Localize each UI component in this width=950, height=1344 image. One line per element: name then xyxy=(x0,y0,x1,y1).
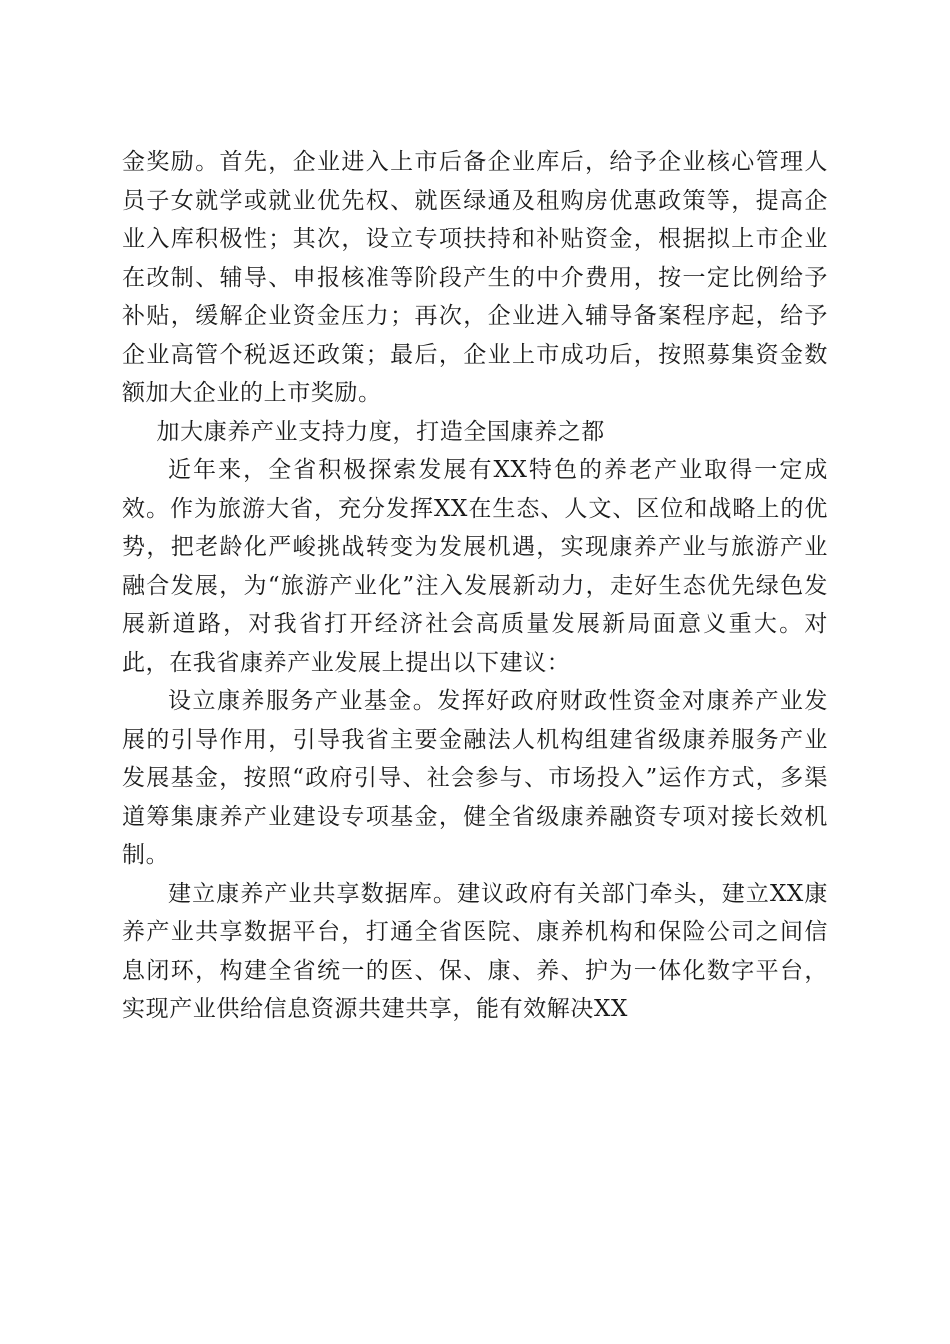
paragraph-database-proposal: 建立康养产业共享数据库。建议政府有关部门牵头，建立XX康养产业共享数据平台，打通全省医院、康养机构和保险公司之间信息闭环，构建全省统一的医、保、康、养、护为一体化数字平台，实现产业供给信息资源共建共享，能有效解决XX xyxy=(122,880,828,1022)
document-body xyxy=(122,143,828,1029)
paragraph-fund-proposal: 设立康养服务产业基金。发挥好政府财政性资金对康养产业发展的引导作用，引导我省主要金融法人机构组建省级康养服务产业发展基金，按照“政府引导、社会参与、市场投入”运作方式，多渠道筹集康养产业建设专项基金，健全省级康养融资专项对接长效机制。 xyxy=(122,688,828,868)
paragraph-intro: 近年来，全省积极探索发展有XX特色的养老产业取得一定成效。作为旅游大省，充分发挥XX在生态、人文、区位和战略上的优势，把老龄化严峻挑战转变为发展机遇，实现康养产业与旅游产业融合发展，为“旅游产业化”注入发展新动力，走好生态优先绿色发展新道路，对我省打开经济社会高质量发展新局面意义重大。对此，在我省康养产业发展上提出以下建议： xyxy=(122,457,828,676)
paragraph-continuation: 金奖励。首先，企业进入上市后备企业库后，给予企业核心管理人员子女就学或就业优先权、就医绿通及租购房优惠政策等，提高企业入库积极性；其次，设立专项扶持和补贴资金，根据拟上市企业在改制、辅导、申报核准等阶段产生的中介费用，按一定比例给予补贴，缓解企业资金压力；再次，企业进入辅导备案程序起，给予企业高管个税返还政策；最后，企业上市成功后，按照募集资金数额加大企业的上市奖励。 xyxy=(122,149,828,406)
section-heading: 加大康养产业支持力度，打造全国康养之都 xyxy=(156,418,605,445)
